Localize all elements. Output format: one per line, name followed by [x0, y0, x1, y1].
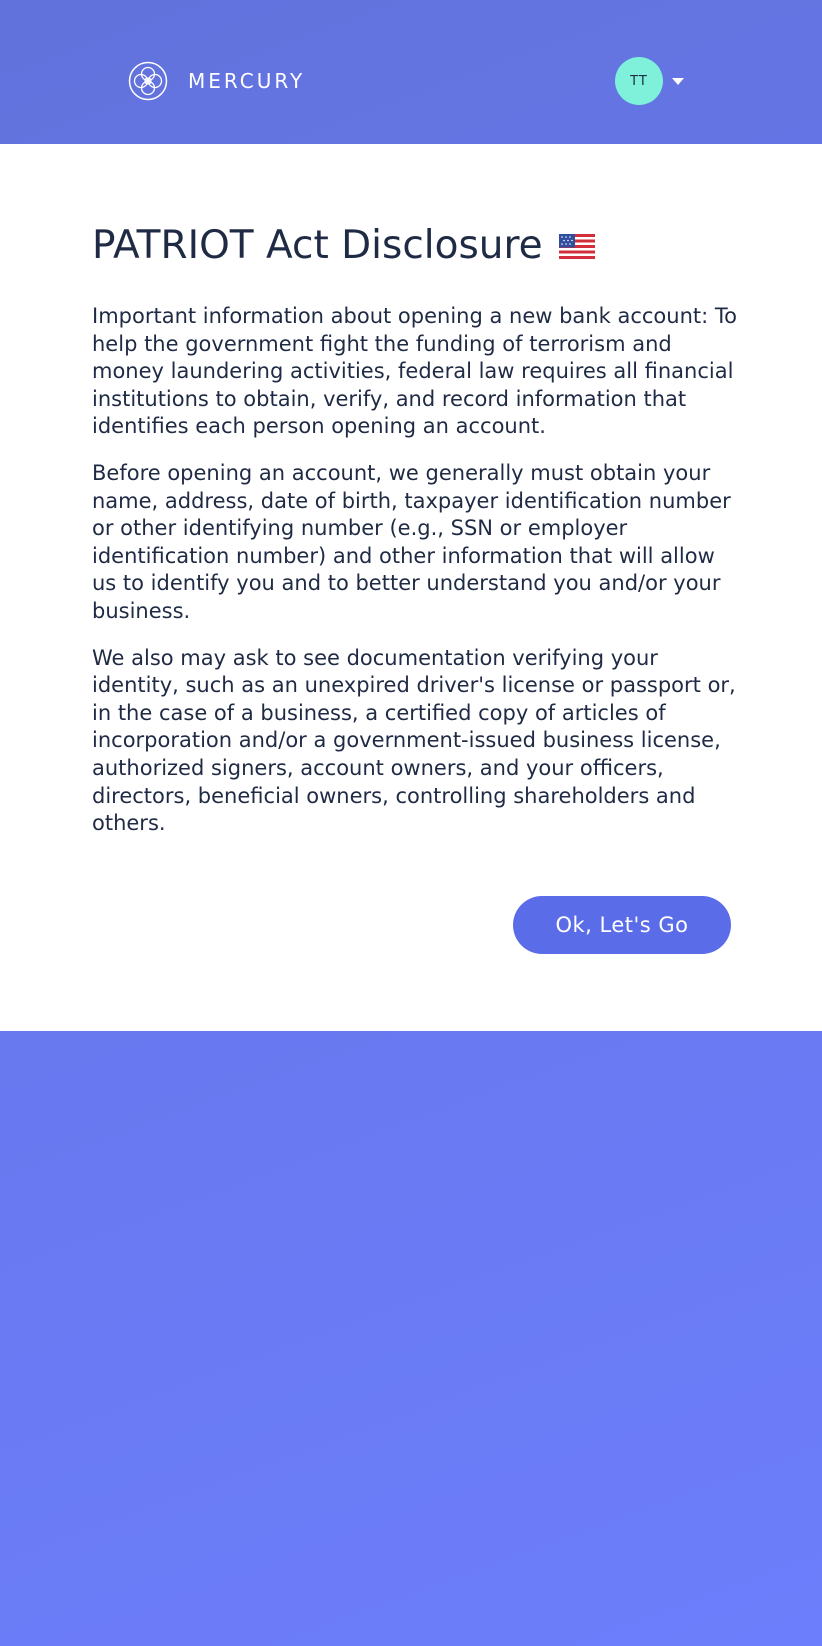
- disclosure-paragraph-3: We also may ask to see documentation verifying your identity, such as an unexpired driver's license or passport or, in the case of a business, a certified copy of articles of incorporation and/or a government-issued business license, authorized signers, account owners, and your officers, directors, beneficial owners, controlling shareholders and others.: [92, 645, 736, 836]
- mercury-logo-icon: [128, 61, 168, 101]
- disclosure-paragraph-2: Before opening an account, we generally must obtain your name, address, date of birth, taxpayer identification number or other identifying number (e.g., SSN or employer identification number) and other information that will allow us to identify you and to better understand you and/or your business.: [92, 460, 731, 623]
- disclosure-paragraph-1: Important information about opening a new bank account: To help the government fight the funding of terrorism and money laundering activities, federal law requires all financial institutions to obtain, verify, and record information that identifies each person opening an account.: [92, 304, 737, 439]
- caret-down-icon[interactable]: [672, 78, 684, 85]
- brand-name: MERCURY: [188, 69, 306, 93]
- top-bar: [0, 0, 822, 144]
- brand-logo[interactable]: [128, 61, 305, 101]
- us-flag-icon: [559, 234, 595, 259]
- avatar[interactable]: TT: [615, 57, 663, 105]
- ok-lets-go-button[interactable]: Ok, Let's Go: [513, 896, 731, 954]
- page-title: [92, 220, 740, 272]
- disclosure-card: [0, 144, 822, 1031]
- account-menu[interactable]: [615, 57, 684, 105]
- page-title-text: PATRIOT Act Disclosure: [92, 223, 543, 268]
